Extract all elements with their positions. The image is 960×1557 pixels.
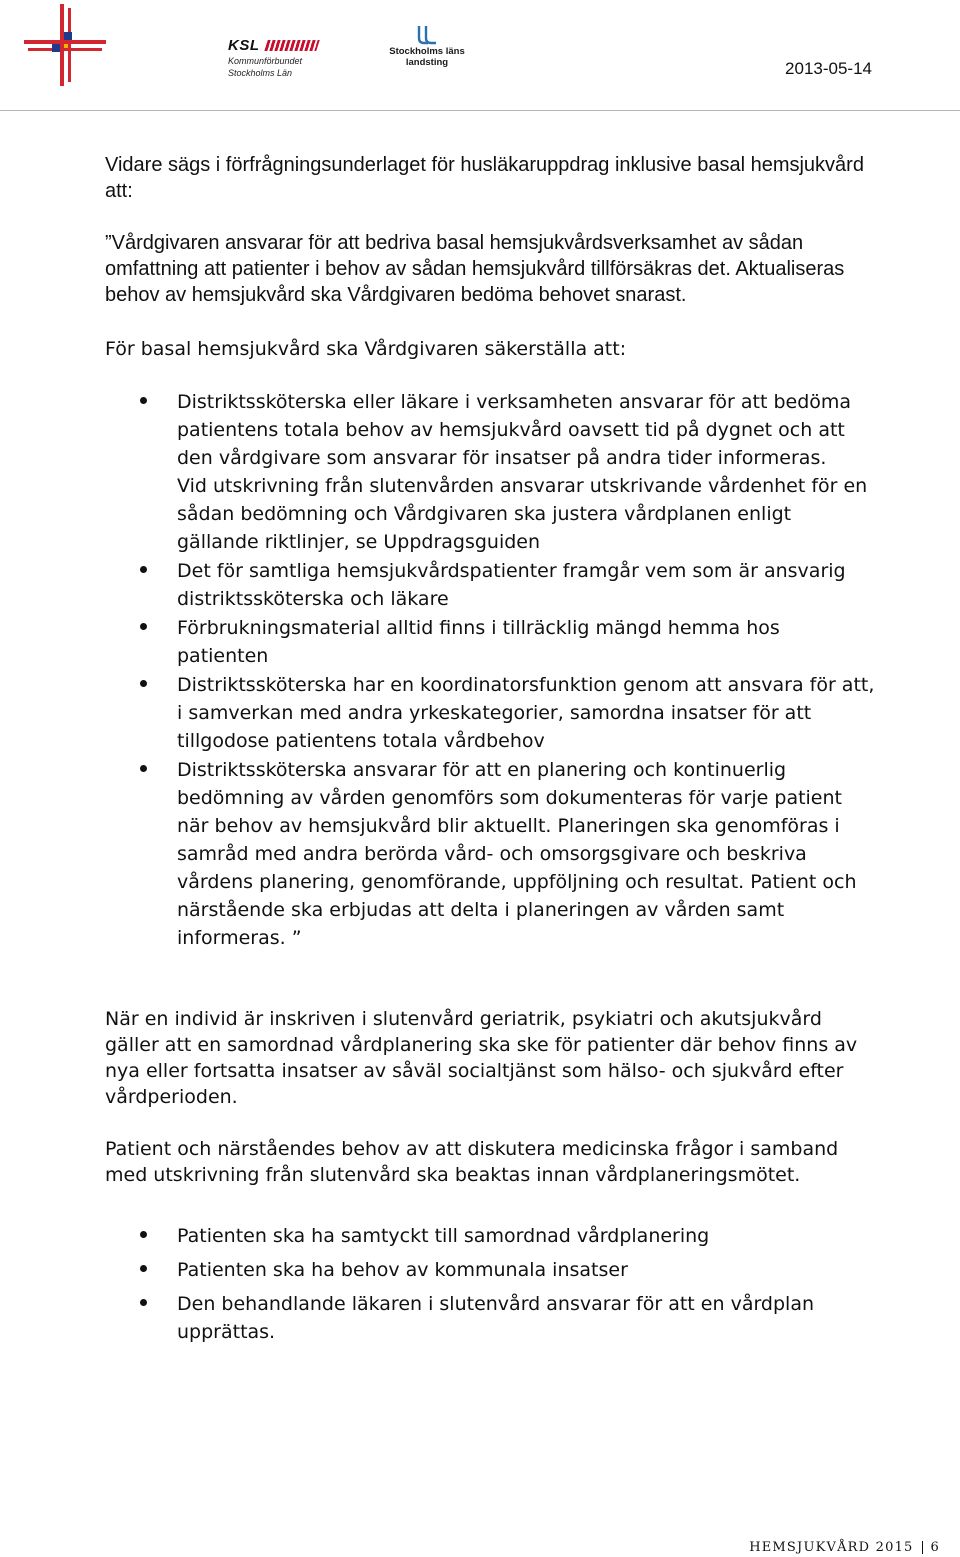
intro-paragraph: Vidare sägs i förfrågningsunderlaget för husläkaruppdrag inklusive basal hemsjukvård att: bbox=[105, 154, 864, 202]
ksl-logo-line1: Kommunförbundet bbox=[228, 56, 303, 66]
requirements-list bbox=[105, 388, 875, 952]
list-item-text: Förbrukningsmaterial alltid finns i tillräcklig mängd hemma hos patienten bbox=[177, 617, 780, 667]
sll-logo-line1: Stockholms läns bbox=[389, 46, 465, 57]
sll-logo-line2: landsting bbox=[405, 57, 449, 68]
footer-separator bbox=[922, 1541, 923, 1554]
ksl-logo bbox=[228, 36, 318, 78]
list-item-text: Det för samtliga hemsjukvårdspatienter framgår vem som är ansvarig distriktssköterska och läkare bbox=[177, 560, 846, 610]
header-divider bbox=[0, 110, 960, 111]
page-header bbox=[0, 0, 960, 115]
list-item-text: Distriktssköterska eller läkare i verksamheten ansvarar för att bedöma patientens totala behov av hemsjukvård oavsett tid på dygnet och att den vårdgivare som ansvarar för insatser på andra tider informeras. bbox=[177, 391, 852, 469]
ksl-logo-line2: Stockholms Län bbox=[228, 68, 293, 78]
list-item bbox=[105, 388, 875, 556]
footer-title: HEMSJUKVÅRD 2015 bbox=[749, 1540, 914, 1555]
list-item: Patienten ska ha samtyckt till samordnad vårdplanering bbox=[105, 1222, 875, 1250]
ksl-stripes-icon bbox=[264, 40, 320, 51]
inskriven-paragraph: När en individ är inskriven i slutenvård geriatrik, psykiatri och akutsjukvård gäller att en samordnad vårdplanering ska ske för patienter där behov finns av nya eller fortsatta insatser av såväl socialtjänst som hälso- och sjukvård efter vårdperioden. bbox=[105, 1008, 858, 1108]
header-date: 2013-05-14 bbox=[785, 59, 872, 78]
page-footer bbox=[749, 1540, 940, 1555]
sll-logo bbox=[382, 24, 472, 68]
conditions-list bbox=[105, 1222, 875, 1346]
ksl-logo-word: KSL bbox=[228, 36, 260, 54]
list-item: Patienten ska ha behov av kommunala insatser bbox=[105, 1256, 875, 1284]
list-item bbox=[105, 557, 875, 613]
lead-paragraph: För basal hemsjukvård ska Vårdgivaren säkerställa att: bbox=[105, 338, 627, 360]
list-item bbox=[105, 671, 875, 755]
list-item bbox=[105, 756, 875, 952]
document-body bbox=[105, 152, 875, 1346]
quote-paragraph: ”Vårdgivaren ansvarar för att bedriva basal hemsjukvårdsverksamhet av sådan omfattning att patienter i behov av sådan hemsjukvård tillförsäkras det. Aktualiseras behov av hemsjukvård ska Vårdgivaren bedöma behovet snarast. bbox=[105, 232, 845, 306]
list-item-text: Distriktssköterska har en koordinatorsfunktion genom att ansvara för att, i samverkan med andra yrkeskategorier, samordna insatser för att tillgodose patientens totala vårdbehov bbox=[177, 674, 875, 752]
narstaende-paragraph: Patient och närståendes behov av att diskutera medicinska frågor i samband med utskrivning från slutenvård ska beaktas innan vårdplaneringsmötet. bbox=[105, 1138, 839, 1186]
list-item bbox=[105, 614, 875, 670]
sll-mark-icon bbox=[414, 24, 440, 46]
list-item: Den behandlande läkaren i slutenvård ansvarar för att en vårdplan upprättas. bbox=[105, 1290, 875, 1346]
list-item-continuation: Vid utskrivning från slutenvården ansvarar utskrivande vårdenhet för en sådan bedömning och Vårdgivaren ska justera vårdplanen enligt gällande riktlinjer, se Uppdragsguiden bbox=[177, 475, 868, 553]
list-item-text: Distriktssköterska ansvarar för att en planering och kontinuerlig bedömning av vården genomförs som dokumenteras för varje patient när behov av hemsjukvård blir aktuellt. Planeringen ska genomföras i samråd med andra berörda vård- och omsorgsgivare och beskriva vårdens planering, genomförande, uppföljning och resultat. Patient och närstående ska erbjudas att delta i planeringen av vården samt informeras. ” bbox=[177, 759, 857, 949]
cross-emblem-icon bbox=[24, 4, 106, 86]
page-number: 6 bbox=[930, 1540, 940, 1555]
